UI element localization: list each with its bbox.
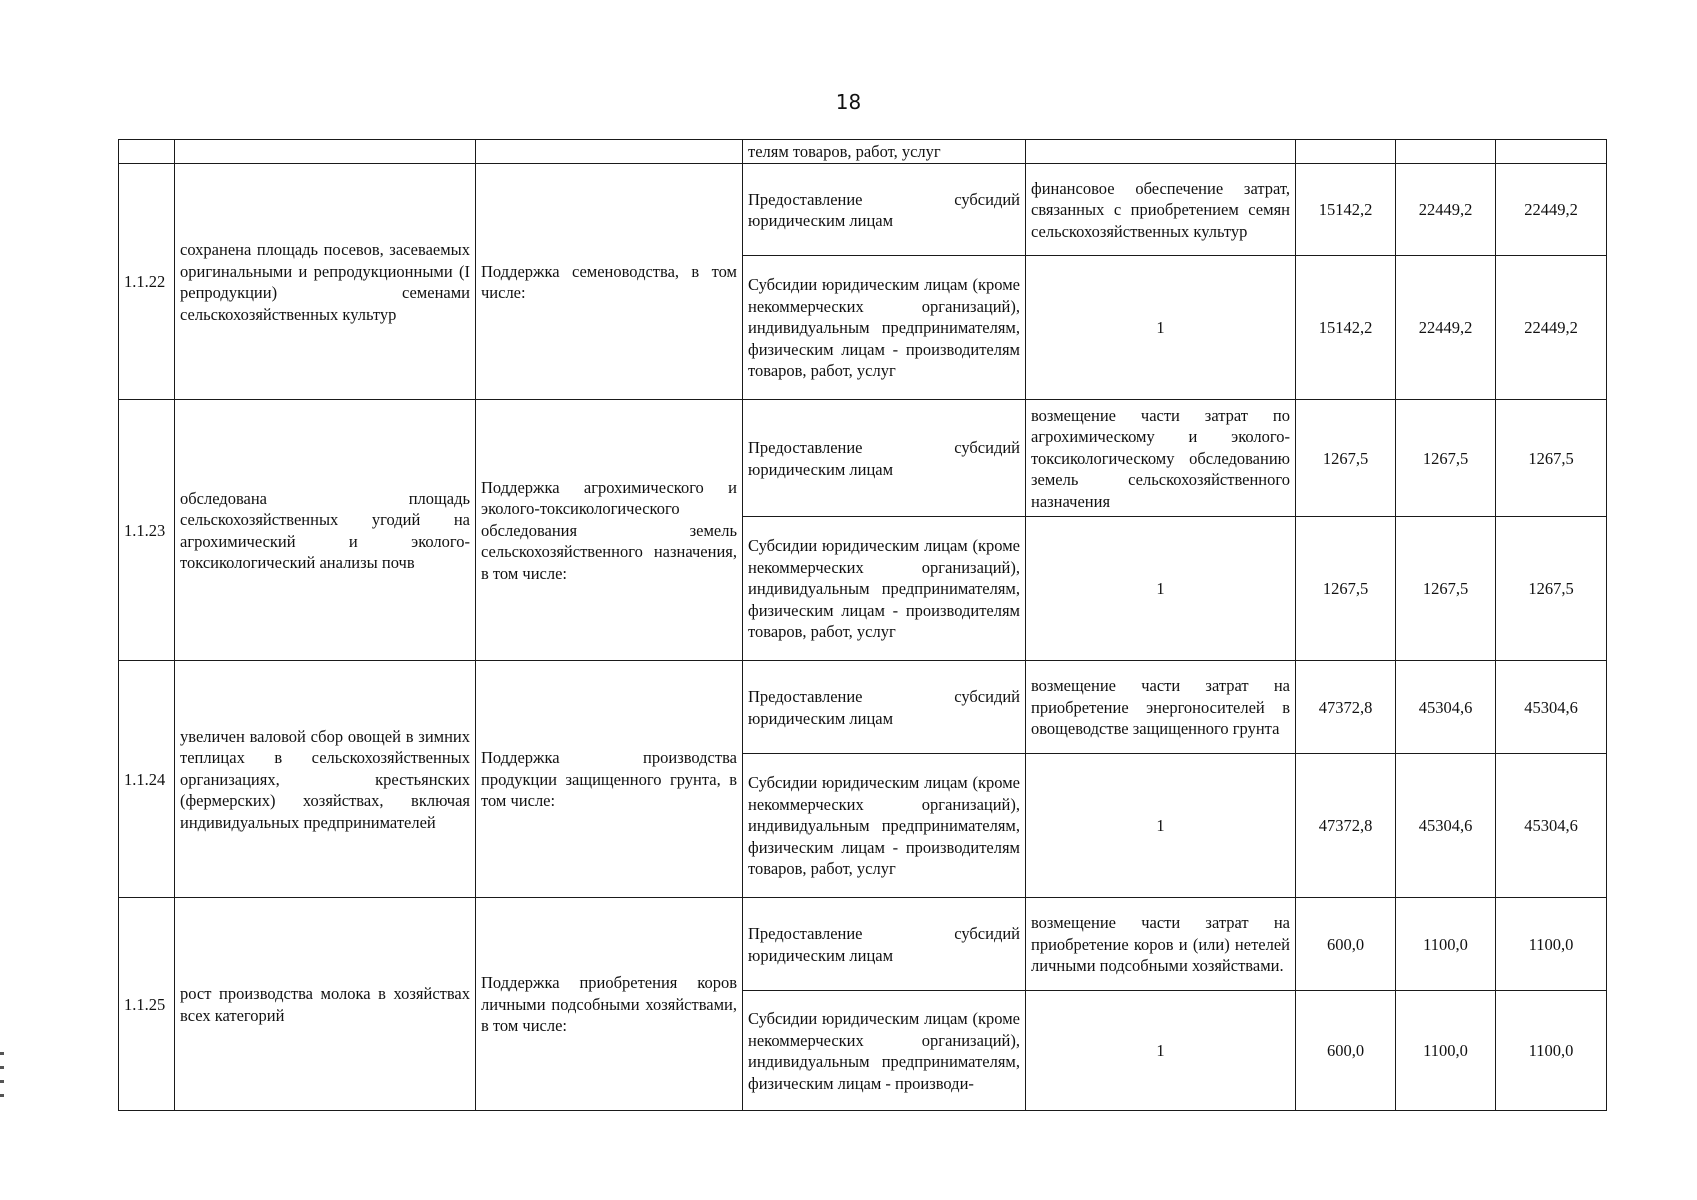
table-cell-value: 1267,5 <box>1496 517 1607 661</box>
table-cell-value: 45304,6 <box>1396 754 1496 898</box>
table-cell-purpose: возмещение части затрат на приобретение энергоносителей в овощеводстве защищенного грунта <box>1026 661 1296 754</box>
table-cell-value: 45304,6 <box>1396 661 1496 754</box>
table-cell-value: 1100,0 <box>1496 898 1607 991</box>
table-row-continuation <box>119 140 1607 164</box>
table-cell-code: 1.1.24 <box>119 661 175 898</box>
table-cell-code: 1.1.25 <box>119 898 175 1111</box>
table-cell-result: обследована площадь сельскохозяйственных угодий на агрохимический и эколого-токсикологический анализы почв <box>175 400 476 661</box>
table-row <box>119 898 1607 991</box>
table-cell-value: 600,0 <box>1296 991 1396 1111</box>
table-cell-direction: Поддержка производства продукции защищенного грунта, в том числе: <box>476 661 743 898</box>
table-cell-result: сохранена площадь посевов, засеваемых оригинальными и репродукционными (I репродукции) семенами сельскохозяйственных культур <box>175 164 476 400</box>
table-cell-purpose: финансовое обеспечение затрат, связанных с приобретением семян сельскохозяйственных культур <box>1026 164 1296 256</box>
table-cell-purpose: 1 <box>1026 517 1296 661</box>
scan-edge-mark <box>0 1052 4 1055</box>
table-cell-empty <box>175 140 476 164</box>
table-cell-value: 1100,0 <box>1396 898 1496 991</box>
table-cell-measure: Предоставление субсидий юридическим лицам <box>743 164 1026 256</box>
table-cell-direction: Поддержка приобретения коров личными подсобными хозяйствами, в том числе: <box>476 898 743 1111</box>
table-cell-measure: Субсидии юридическим лицам (кроме некоммерческих организаций), индивидуальным предпринимателям, физическим лицам - производителям товаров, работ, услуг <box>743 256 1026 400</box>
table-cell-value: 22449,2 <box>1496 164 1607 256</box>
table-cell-code: 1.1.22 <box>119 164 175 400</box>
table-cell-measure-continuation: телям товаров, работ, услуг <box>743 140 1026 164</box>
table-cell-purpose: возмещение части затрат по агрохимическому и эколого-токсикологическому обследованию земель сельскохозяйственного назначения <box>1026 400 1296 517</box>
scan-edge-mark <box>0 1094 4 1097</box>
table-cell-value: 47372,8 <box>1296 661 1396 754</box>
table-cell-result: увеличен валовой сбор овощей в зимних теплицах в сельскохозяйственных организациях, крестьянских (фермерских) хозяйствах, включая индивидуальных предпринимателей <box>175 661 476 898</box>
table-cell-value: 1267,5 <box>1396 517 1496 661</box>
table-cell-result: рост производства молока в хозяйствах всех категорий <box>175 898 476 1111</box>
table-cell-value: 1267,5 <box>1296 517 1396 661</box>
table-cell-purpose: 1 <box>1026 754 1296 898</box>
table-cell-code: 1.1.23 <box>119 400 175 661</box>
scan-edge-mark <box>0 1080 4 1083</box>
table-cell-empty <box>1296 140 1396 164</box>
table-cell-measure: Субсидии юридическим лицам (кроме некоммерческих организаций), индивидуальным предпринимателям, физическим лицам - производителям товаров, работ, услуг <box>743 517 1026 661</box>
table-cell-empty <box>476 140 743 164</box>
table-cell-direction: Поддержка агрохимического и эколого-токсикологического обследования земель сельскохозяйственного назначения, в том числе: <box>476 400 743 661</box>
table-cell-purpose: 1 <box>1026 991 1296 1111</box>
table-cell-purpose: 1 <box>1026 256 1296 400</box>
table-cell-empty <box>1396 140 1496 164</box>
table-cell-value: 1100,0 <box>1396 991 1496 1111</box>
table-cell-measure: Предоставление субсидий юридическим лицам <box>743 898 1026 991</box>
table-cell-measure: Предоставление субсидий юридическим лицам <box>743 661 1026 754</box>
table-cell-value: 1267,5 <box>1296 400 1396 517</box>
table-row <box>119 661 1607 754</box>
table-row <box>119 164 1607 256</box>
table-cell-value: 47372,8 <box>1296 754 1396 898</box>
table-cell-value: 600,0 <box>1296 898 1396 991</box>
table-cell-value: 22449,2 <box>1496 256 1607 400</box>
table-cell-value: 1267,5 <box>1496 400 1607 517</box>
table-row <box>119 400 1607 517</box>
table-cell-value: 22449,2 <box>1396 164 1496 256</box>
subsidy-table <box>118 139 1607 1111</box>
table-cell-empty <box>1496 140 1607 164</box>
table-cell-empty <box>1026 140 1296 164</box>
table-cell-direction: Поддержка семеноводства, в том числе: <box>476 164 743 400</box>
table-cell-value: 15142,2 <box>1296 164 1396 256</box>
page-number: 18 <box>835 90 862 114</box>
table-cell-empty <box>119 140 175 164</box>
scan-edge-mark <box>0 1066 4 1069</box>
table-cell-value: 15142,2 <box>1296 256 1396 400</box>
table-cell-measure: Предоставление субсидий юридическим лицам <box>743 400 1026 517</box>
table-cell-value: 45304,6 <box>1496 661 1607 754</box>
table-cell-value: 45304,6 <box>1496 754 1607 898</box>
table-cell-purpose: возмещение части затрат на приобретение коров и (или) нетелей личными подсобными хозяйствами. <box>1026 898 1296 991</box>
table-cell-measure: Субсидии юридическим лицам (кроме некоммерческих организаций), индивидуальным предпринимателям, физическим лицам - производителям товаров, работ, услуг <box>743 754 1026 898</box>
table-cell-value: 1100,0 <box>1496 991 1607 1111</box>
table-cell-value: 22449,2 <box>1396 256 1496 400</box>
table-cell-value: 1267,5 <box>1396 400 1496 517</box>
table-cell-measure: Субсидии юридическим лицам (кроме некоммерческих организаций), индивидуальным предпринимателям, физическим лицам - производи- <box>743 991 1026 1111</box>
